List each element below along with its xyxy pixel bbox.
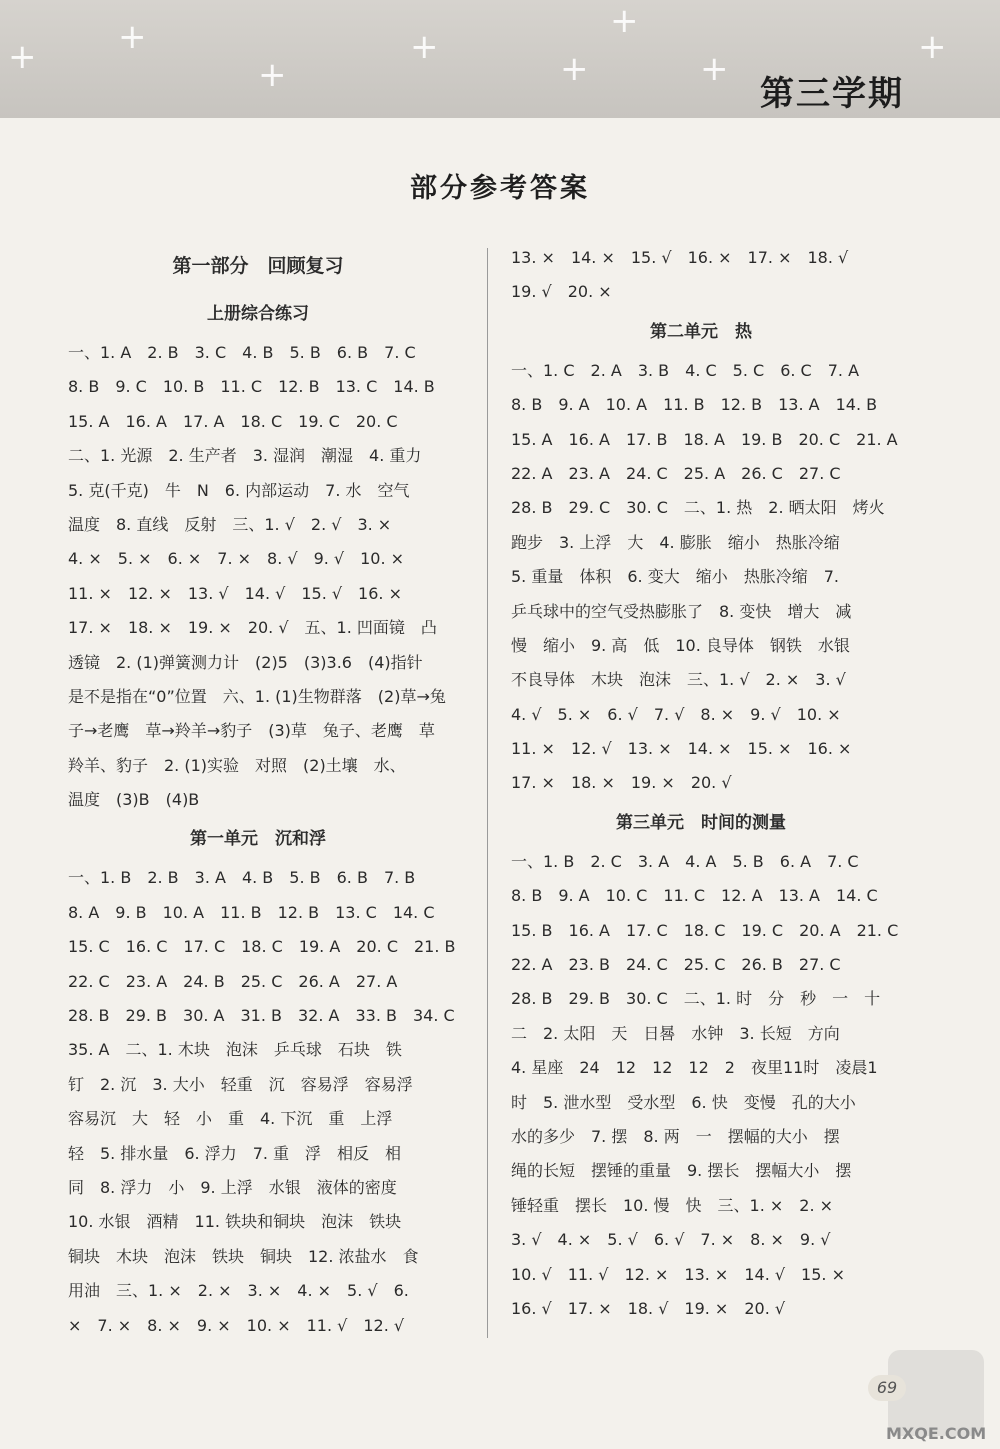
answer-line: 8. B 9. A 10. C 11. C 12. A 13. A 14. C — [511, 886, 878, 906]
answer-line: 二 2. 太阳 天 日晷 水钟 3. 长短 方向 — [511, 1023, 840, 1043]
answer-line: 35. A 二、1. 木块 泡沫 乒乓球 石块 铁 — [68, 1040, 402, 1060]
answer-line: 时 5. 泄水型 受水型 6. 快 变慢 孔的大小 — [511, 1092, 856, 1112]
answer-line: 水的多少 7. 摆 8. 两 一 摆幅的大小 摆 — [511, 1126, 840, 1146]
sparkle-icon: + — [700, 49, 729, 89]
sparkle-icon: + — [118, 17, 147, 57]
sparkle-icon: + — [8, 37, 37, 77]
answer-line: 22. A 23. B 24. C 25. C 26. B 27. C — [511, 955, 841, 975]
sparkle-icon: + — [560, 49, 589, 89]
answer-line: 透镜 2. (1)弹簧测力计 (2)5 (3)3.6 (4)指针 — [68, 652, 423, 672]
answer-line: 是不是指在“0”位置 六、1. (1)生物群落 (2)草→兔 — [68, 686, 446, 706]
answer-line: 28. B 29. B 30. C 二、1. 时 分 秒 一 十 — [511, 989, 881, 1009]
answer-line: 15. A 16. A 17. B 18. A 19. B 20. C 21. A — [511, 429, 898, 449]
right-sections — [511, 310, 899, 1327]
section-title: 上册综合练习 — [207, 304, 309, 324]
answer-line: 13. × 14. × 15. √ 16. × 17. × 18. √ — [511, 248, 849, 267]
section-title: 第一单元 沉和浮 — [190, 829, 326, 850]
answer-line: 5. 克(千克) 牛 N 6. 内部运动 7. 水 空气 — [68, 480, 410, 500]
answer-line: 子→老鹰 草→羚羊→豹子 (3)草 兔子、老鹰 草 — [68, 721, 435, 741]
answer-line: 28. B 29. C 30. C 二、1. 热 2. 晒太阳 烤火 — [511, 498, 885, 518]
banner-title: 第三学期 — [760, 74, 904, 114]
answer-line: 5. 重量 体积 6. 变大 缩小 热胀冷缩 7. — [511, 567, 839, 587]
answer-line: 一、1. A 2. B 3. C 4. B 5. B 6. B 7. C — [68, 343, 416, 362]
sparkle-icon: + — [610, 1, 639, 41]
answer-line: 跑步 3. 上浮 大 4. 膨胀 缩小 热胀冷缩 — [511, 532, 840, 552]
answer-line: 羚羊、豹子 2. (1)实验 对照 (2)土壤 水、 — [68, 755, 406, 775]
page-title: 部分参考答案 — [410, 173, 590, 204]
section-title: 第二单元 热 — [650, 321, 752, 342]
answer-line: 容易沉 大 轻 小 重 4. 下沉 重 上浮 — [68, 1109, 393, 1129]
left-column — [68, 240, 456, 1343]
answer-line: 10. 水银 酒精 11. 铁块和铜块 泡沫 铁块 — [68, 1212, 402, 1232]
answer-line: 慢 缩小 9. 高 低 10. 良导体 钢铁 水银 — [511, 635, 850, 655]
answer-line: 一、1. B 2. C 3. A 4. A 5. B 6. A 7. C — [511, 851, 859, 871]
right-column — [511, 241, 899, 1326]
answer-line: 不良导体 木块 泡沫 三、1. √ 2. × 3. √ — [511, 670, 846, 690]
answer-line: 铜块 木块 泡沫 铁块 铜块 12. 浓盐水 食 — [68, 1246, 419, 1266]
answer-line: 乒乓球中的空气受热膨胀了 8. 变快 增大 减 — [511, 601, 852, 621]
left-sections — [68, 292, 456, 1343]
answer-line: 15. B 16. A 17. C 18. C 19. C 20. A 21. C — [511, 920, 899, 940]
answer-line: 3. √ 4. × 5. √ 6. √ 7. × 8. × 9. √ — [511, 1230, 831, 1250]
answer-line: 8. B 9. A 10. A 11. B 12. B 13. A 14. B — [511, 395, 878, 415]
answer-line: × 7. × 8. × 9. × 10. × 11. √ 12. √ — [68, 1315, 405, 1335]
answer-line: 一、1. C 2. A 3. B 4. C 5. C 6. C 7. A — [511, 360, 860, 380]
header-banner — [0, 0, 1000, 118]
answer-line: 一、1. B 2. B 3. A 4. B 5. B 6. B 7. B — [68, 868, 416, 888]
answer-line: 钉 2. 沉 3. 大小 轻重 沉 容易浮 容易浮 — [68, 1074, 413, 1094]
answer-line: 锤轻重 摆长 10. 慢 快 三、1. × 2. × — [511, 1195, 834, 1215]
answer-line: 16. √ 17. × 18. √ 19. × 20. √ — [511, 1298, 786, 1318]
column-divider — [487, 248, 488, 1338]
answer-line: 绳的长短 摆锤的重量 9. 摆长 摆幅大小 摆 — [511, 1161, 852, 1181]
answer-line: 4. 星座 24 12 12 12 2 夜里11时 凌晨1 — [511, 1058, 878, 1078]
sparkle-icon: + — [258, 55, 287, 95]
answer-line: 22. A 23. A 24. C 25. A 26. C 27. C — [511, 463, 841, 483]
section-title: 第三单元 时间的测量 — [616, 812, 786, 833]
sparkle-icon: + — [918, 27, 947, 67]
answer-line: 19. √ 20. × — [511, 282, 612, 302]
page-number: 69 — [868, 1375, 906, 1401]
answer-line: 温度 8. 直线 反射 三、1. √ 2. √ 3. × — [68, 514, 392, 534]
answer-line: 15. A 16. A 17. A 18. C 19. C 20. C — [68, 411, 398, 431]
answer-line: 10. √ 11. √ 12. × 13. × 14. √ 15. × — [511, 1264, 845, 1284]
answer-line: 28. B 29. B 30. A 31. B 32. A 33. B 34. C — [68, 1006, 455, 1026]
answer-line: 4. √ 5. × 6. √ 7. √ 8. × 9. √ 10. × — [511, 704, 841, 724]
answer-line: 二、1. 光源 2. 生产者 3. 湿润 潮湿 4. 重力 — [68, 446, 422, 466]
answer-line: 22. C 23. A 24. B 25. C 26. A 27. A — [68, 971, 398, 991]
answer-line: 8. A 9. B 10. A 11. B 12. B 13. C 14. C — [68, 902, 435, 922]
answer-line: 11. × 12. × 13. √ 14. √ 15. √ 16. × — [68, 583, 402, 603]
answer-line: 4. × 5. × 6. × 7. × 8. √ 9. √ 10. × — [68, 549, 405, 569]
answer-line: 8. B 9. C 10. B 11. C 12. B 13. C 14. B — [68, 377, 435, 397]
answer-line: 轻 5. 排水量 6. 浮力 7. 重 浮 相反 相 — [68, 1143, 402, 1163]
answer-line: 同 8. 浮力 小 9. 上浮 水银 液体的密度 — [68, 1177, 397, 1197]
watermark-text: MXQE.COM — [886, 1424, 987, 1443]
answer-line: 温度 (3)B (4)B — [68, 790, 200, 810]
answer-line: 11. × 12. √ 13. × 14. × 15. × 16. × — [511, 739, 852, 759]
right-continued-lines — [511, 241, 891, 310]
sparkle-icon: + — [410, 27, 439, 67]
answer-line: 17. × 18. × 19. × 20. √ 五、1. 凹面镜 凸 — [68, 618, 437, 638]
answer-line: 用油 三、1. × 2. × 3. × 4. × 5. √ 6. — [68, 1281, 409, 1301]
answer-line: 17. × 18. × 19. × 20. √ — [511, 773, 732, 793]
part-heading: 第一部分 回顾复习 — [172, 255, 344, 277]
answer-line: 15. C 16. C 17. C 18. C 19. A 20. C 21. B — [68, 937, 456, 957]
